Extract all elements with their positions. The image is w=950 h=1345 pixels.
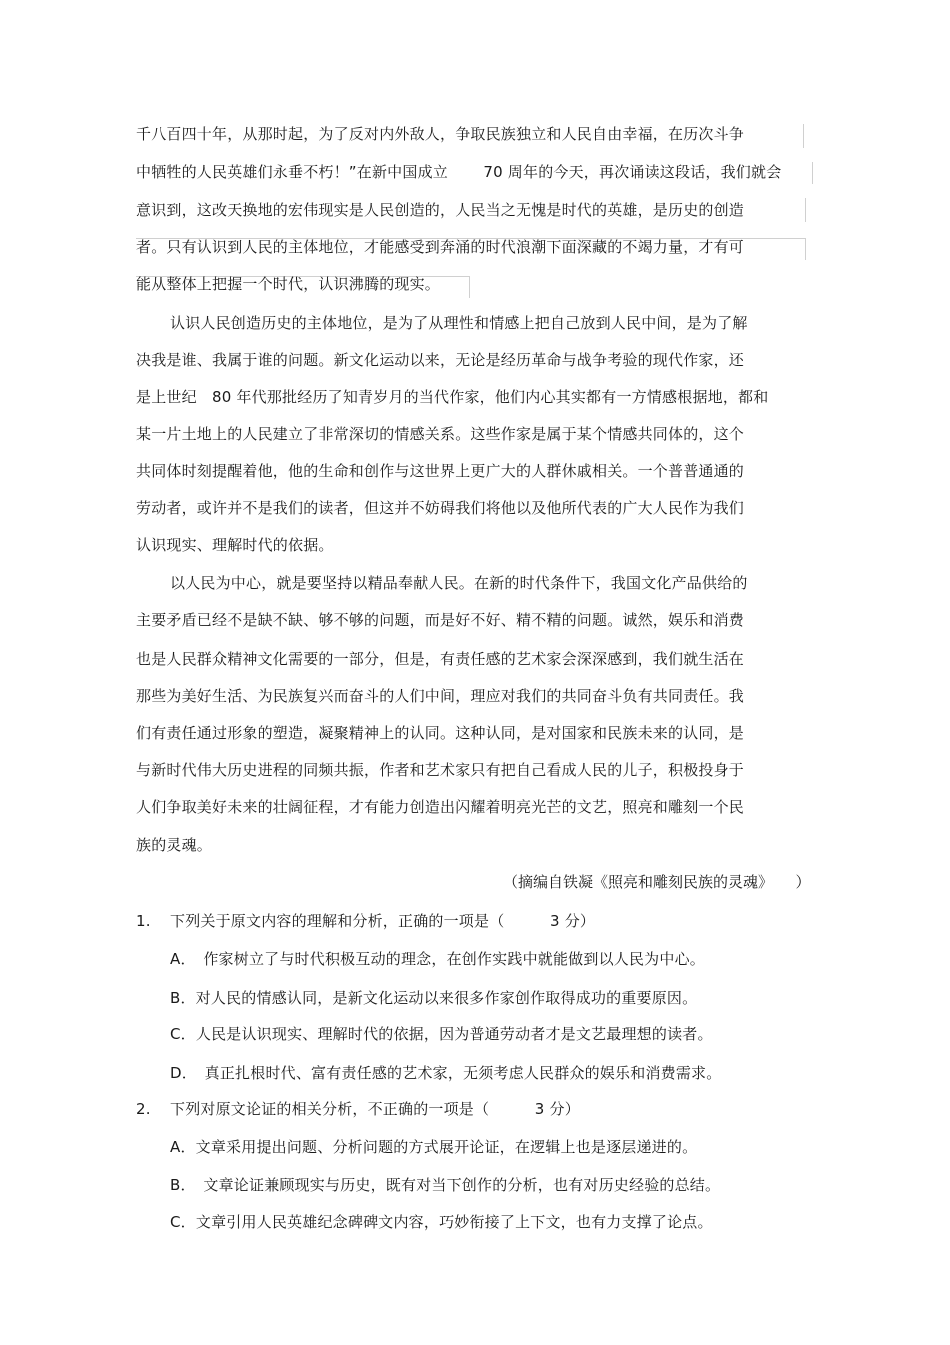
question-stem: 下列关于原文内容的理解和分析，正确的一项是（ 3 分）: [170, 912, 596, 930]
scan-line-divider: [805, 238, 806, 260]
paragraph-line: 认识现实、理解时代的依据。: [136, 536, 334, 554]
paragraph-line: 那些为美好生活、为民族复兴而奋斗的人们中间，理应对我们的共同奋斗负有共同责任。我: [136, 687, 745, 705]
question-number: 2.: [136, 1100, 151, 1118]
paragraph-line: 们有责任通过形象的塑造，凝聚精神上的认同。这种认同，是对国家和民族未来的认同，是: [136, 724, 745, 742]
question-stem: 下列对原文论证的相关分析，不正确的一项是（ 3 分）: [170, 1100, 580, 1118]
paragraph-line: 者。只有认识到人民的主体地位，才能感受到奔涌的时代浪潮下面深藏的不竭力量，才有可: [136, 238, 745, 256]
paragraph-line: 认识人民创造历史的主体地位，是为了从理性和情感上把自己放到人民中间，是为了解: [170, 314, 748, 332]
answer-option-b[interactable]: B． 文章论证兼顾现实与历史，既有对当下创作的分析，也有对历史经验的总结。: [170, 1176, 721, 1194]
paragraph-line: 也是人民群众精神文化需要的一部分，但是，有责任感的艺术家会深深感到，我们就生活在: [136, 650, 745, 668]
question-number: 1.: [136, 912, 151, 930]
answer-option-a[interactable]: A． 作家树立了与时代积极互动的理念，在创作实践中就能做到以人民为中心。: [170, 950, 705, 968]
paragraph-line: 意识到，这改天换地的宏伟现实是人民创造的，人民当之无愧是时代的英雄，是历史的创造: [136, 201, 745, 219]
answer-option-c[interactable]: C．人民是认识现实、理解时代的依据，因为普通劳动者才是文艺最理想的读者。: [170, 1025, 713, 1043]
paragraph-line: 与新时代伟大历史进程的同频共振，作者和艺术家只有把自己看成人民的儿子，积极投身于: [136, 761, 745, 779]
paragraph-line: 劳动者，或许并不是我们的读者，但这并不妨碍我们将他以及他所代表的广大人民作为我们: [136, 499, 745, 517]
paragraph-line: 共同体时刻提醒着他，他的生命和创作与这世界上更广大的人群休戚相关。一个普普通通的: [136, 462, 745, 480]
answer-option-a[interactable]: A．文章采用提出问题、分析问题的方式展开论证，在逻辑上也是逐层递进的。: [170, 1138, 698, 1156]
paragraph-line: 能从整体上把握一个时代，认识沸腾的现实。: [136, 275, 441, 293]
paragraph-line: 人们争取美好未来的壮阔征程，才有能力创造出闪耀着明亮光芒的文艺，照亮和雕刻一个民: [136, 798, 745, 816]
paragraph-line: 主要矛盾已经不是缺不缺、够不够的问题，而是好不好、精不精的问题。诚然，娱乐和消费: [136, 611, 745, 629]
paragraph-line: 是上世纪 80 年代那批经历了知青岁月的当代作家，他们内心其实都有一方情感根据地，都和: [136, 388, 769, 406]
paragraph-line: 千八百四十年，从那时起，为了反对内外敌人，争取民族独立和人民自由幸福，在历次斗争: [136, 125, 745, 143]
answer-option-b[interactable]: B．对人民的情感认同，是新文化运动以来很多作家创作取得成功的重要原因。: [170, 989, 698, 1007]
source-citation: （摘编自铁凝《照亮和雕刻民族的灵魂》 ）: [503, 873, 811, 891]
paragraph-line: 决我是谁、我属于谁的问题。新文化运动以来，无论是经历革命与战争考验的现代作家，还: [136, 351, 745, 369]
answer-option-d[interactable]: D． 真正扎根时代、富有责任感的艺术家，无须考虑人民群众的娱乐和消费需求。: [170, 1064, 722, 1082]
scan-line-divider: [803, 124, 804, 148]
scan-line-divider: [805, 198, 806, 222]
scan-line-divider: [469, 276, 470, 298]
answer-option-c[interactable]: C．文章引用人民英雄纪念碑碑文内容，巧妙衔接了上下文，也有力支撑了论点。: [170, 1213, 713, 1231]
paragraph-line: 以人民为中心，就是要坚持以精品奉献人民。在新的时代条件下，我国文化产品供给的: [170, 574, 748, 592]
paragraph-line: 某一片土地上的人民建立了非常深切的情感关系。这些作家是属于某个情感共同体的，这个: [136, 425, 745, 443]
paragraph-line: 中牺牲的人民英雄们永垂不朽！”在新中国成立 70 周年的今天，再次诵读这段话，我们就会: [136, 163, 782, 181]
scan-line-divider: [812, 162, 813, 184]
paragraph-line: 族的灵魂。: [136, 836, 213, 854]
